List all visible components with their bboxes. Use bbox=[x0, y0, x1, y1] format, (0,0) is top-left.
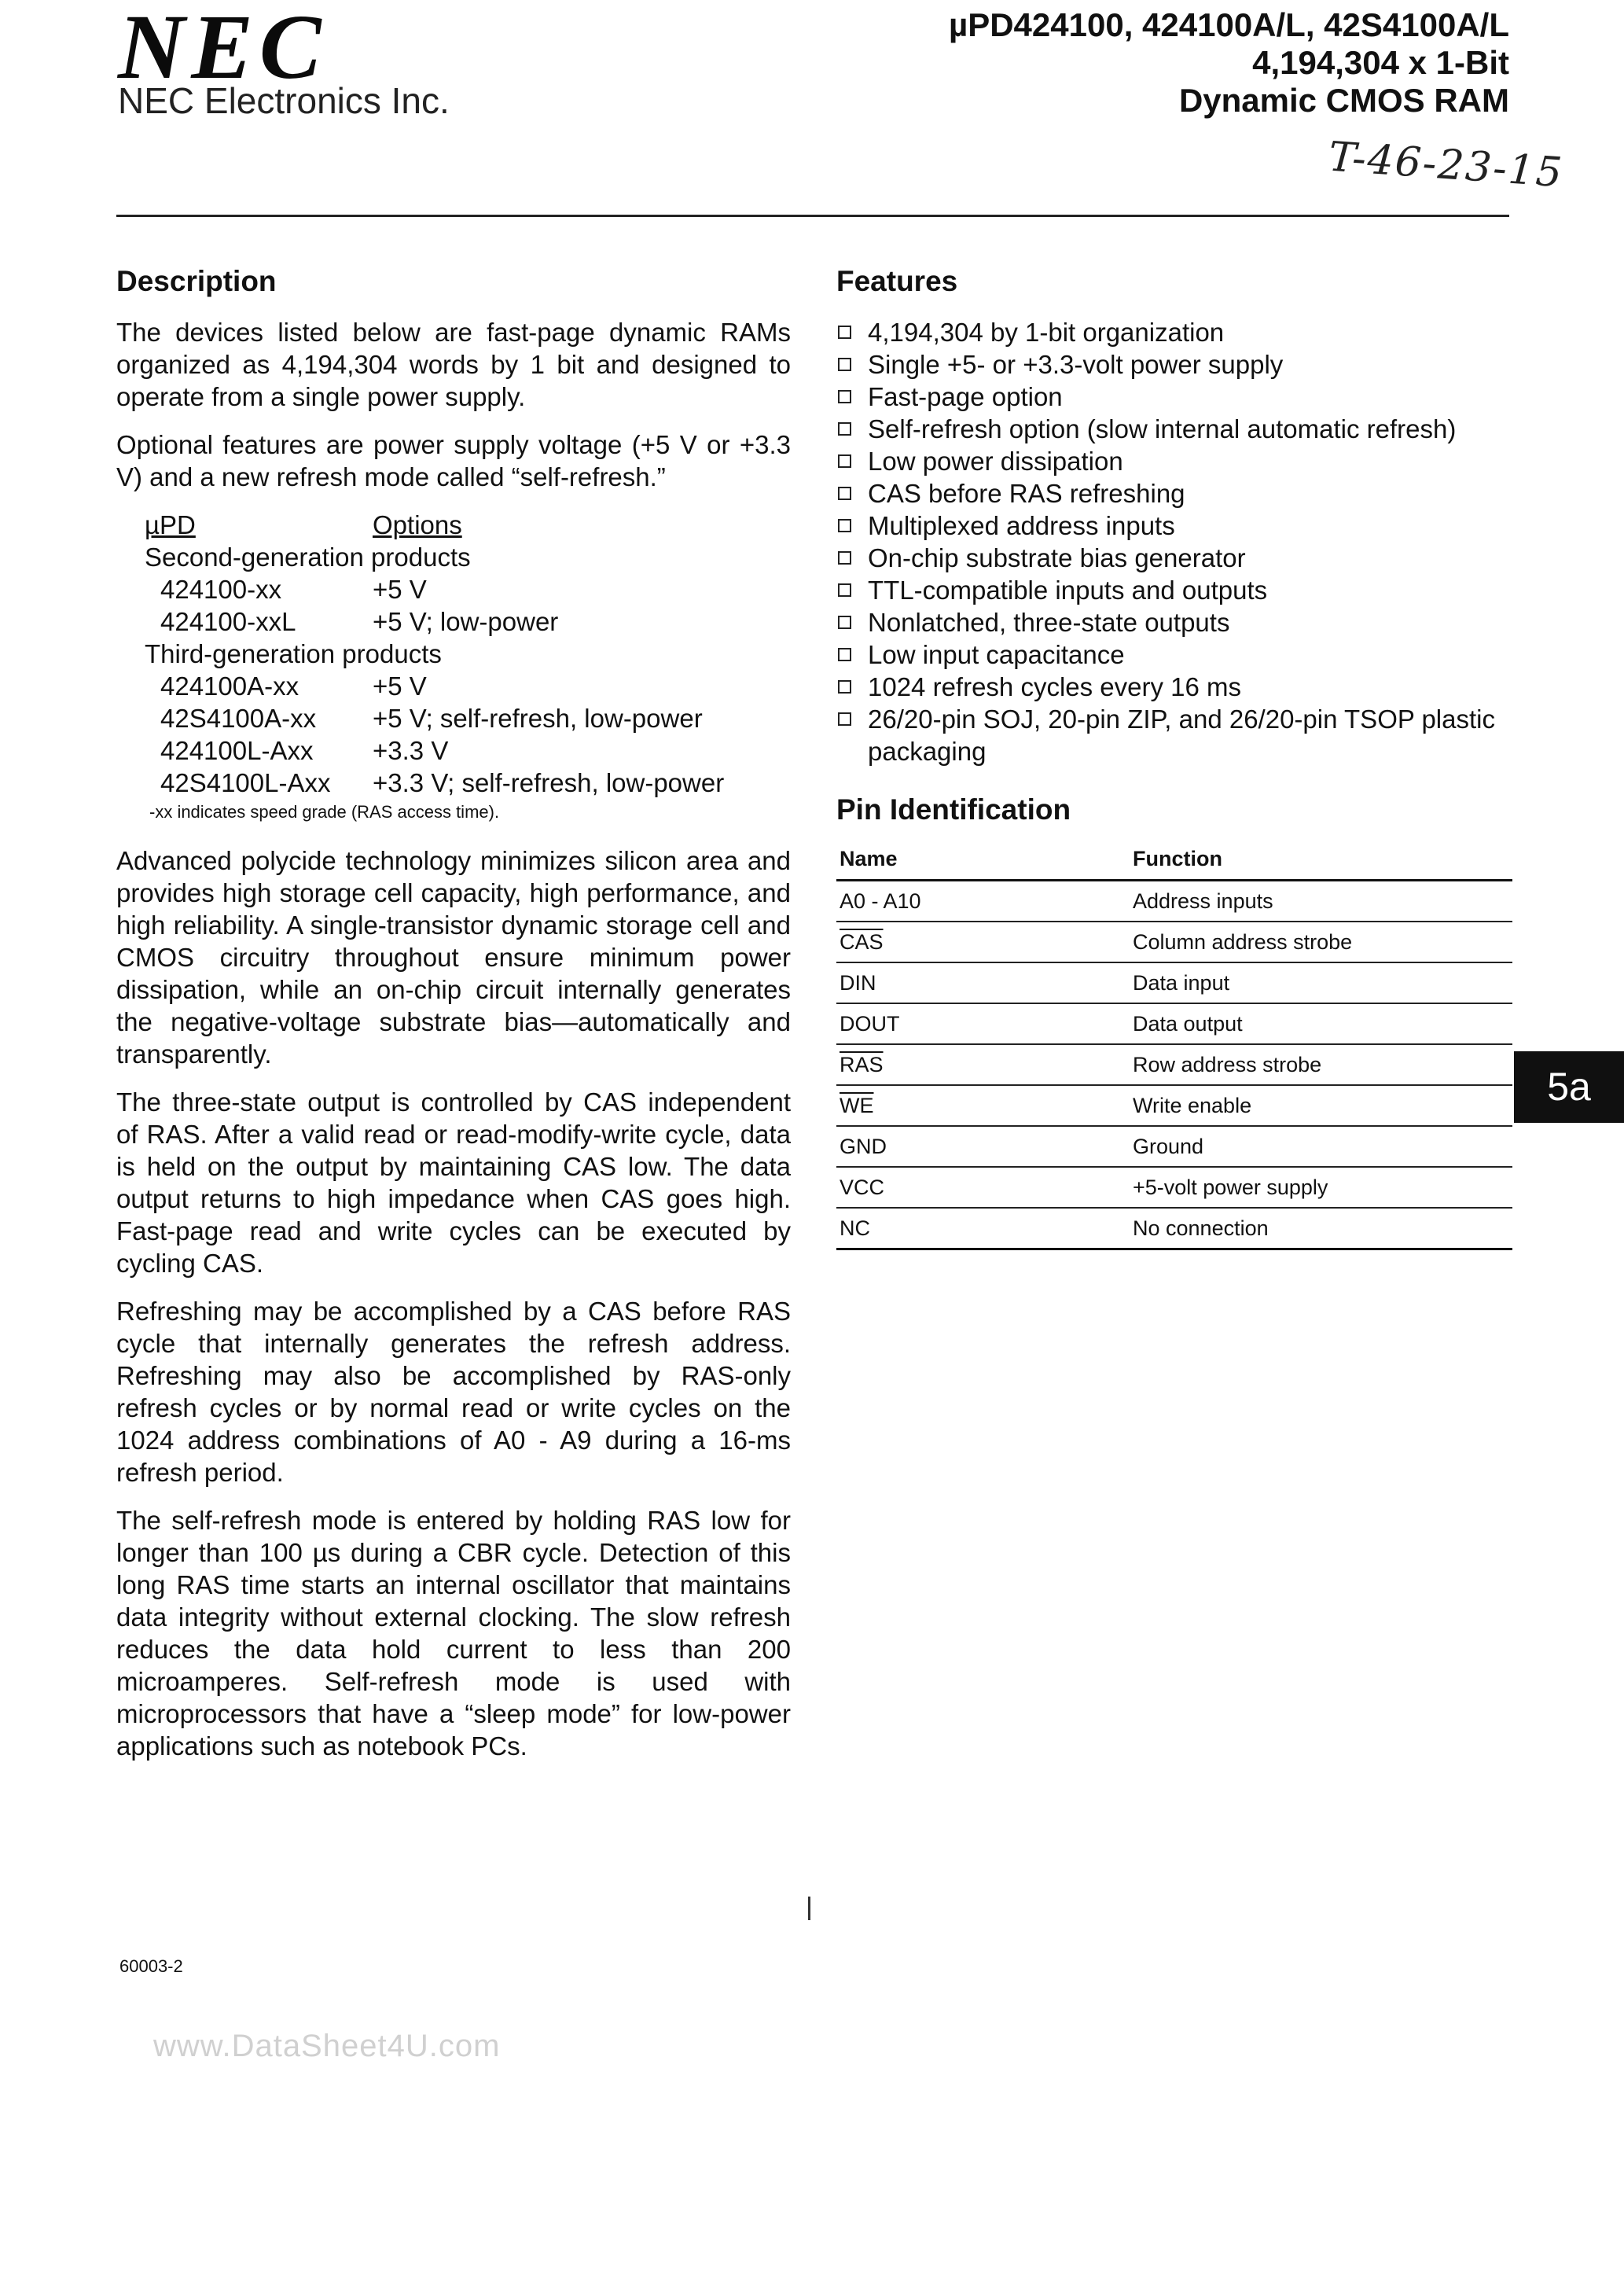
pin-name: DIN bbox=[836, 962, 1130, 1003]
option-part: 424100-xxL bbox=[160, 607, 296, 636]
part-numbers: µPD424100, 424100A/L, 42S4100A/L bbox=[949, 6, 1509, 43]
description-paragraph: Advanced polycide technology minimizes silicon area and provides high storage cell capacity, high performance, and high reliability. A single-transistor dynamic storage cell and CMOS circuitry throughout ensure minimum power dissipation, while an on-chip circuit internally generates the negative-voltage substrate bias—automatically and transparently. bbox=[116, 846, 791, 1069]
checkbox-bullet-icon bbox=[838, 680, 851, 694]
table-row bbox=[836, 962, 1512, 1003]
pin-col-name: Name bbox=[836, 841, 1130, 881]
feature-item bbox=[836, 316, 1512, 348]
option-value: +3.3 V bbox=[373, 736, 449, 765]
page-mark bbox=[808, 1897, 810, 1920]
section-tab: 5a bbox=[1514, 1051, 1624, 1123]
pin-function: Address inputs bbox=[1130, 881, 1512, 922]
nec-logo: NEC bbox=[118, 0, 328, 98]
checkbox-bullet-icon bbox=[838, 487, 851, 500]
option-value: +5 V bbox=[373, 672, 427, 701]
pin-name: $\overline{WE}$ bbox=[836, 1085, 1130, 1126]
feature-item bbox=[836, 703, 1512, 767]
checkbox-bullet-icon bbox=[838, 358, 851, 371]
title-block bbox=[949, 6, 1509, 120]
feature-text: TTL-compatible inputs and outputs bbox=[868, 576, 1268, 605]
checkbox-bullet-icon bbox=[838, 583, 851, 597]
features-heading: Features bbox=[836, 265, 958, 297]
feature-item bbox=[836, 638, 1512, 671]
option-part: 424100L-Axx bbox=[160, 736, 314, 765]
options-col-part: µPD bbox=[145, 510, 196, 539]
description-paragraph: The three-state output is controlled by CAS independent of RAS. After a valid read or read-modify-write cycle, data is held on the output by maintaining CAS low. The data output returns to high impedance when CAS goes high. Fast-page read and write cycles can be executed by cycling CAS. bbox=[116, 1087, 791, 1278]
feature-text: On-chip substrate bias generator bbox=[868, 543, 1246, 572]
description-paragraph: Refreshing may be accomplished by a CAS before RAS cycle that internally generates the refresh address. Refreshing may also be accomplished by RAS-only refresh cycles or by normal read or write cycles on the 1024 address combinations of A0 - A9 during a 16-ms refresh period. bbox=[116, 1297, 791, 1487]
option-part: 42S4100A-xx bbox=[160, 704, 317, 733]
checkbox-bullet-icon bbox=[838, 519, 851, 532]
pin-function: Write enable bbox=[1130, 1085, 1512, 1126]
table-row bbox=[836, 881, 1512, 922]
feature-text: 1024 refresh cycles every 16 ms bbox=[868, 672, 1242, 701]
feature-text: Fast-page option bbox=[868, 382, 1063, 411]
checkbox-bullet-icon bbox=[838, 712, 851, 726]
feature-text: 4,194,304 by 1-bit organization bbox=[868, 318, 1225, 347]
options-row bbox=[145, 702, 791, 734]
option-part: 42S4100L-Axx bbox=[160, 768, 331, 797]
watermark: www.DataSheet4U.com bbox=[153, 2029, 501, 2063]
feature-item bbox=[836, 381, 1512, 413]
pin-function: Data output bbox=[1130, 1003, 1512, 1044]
checkbox-bullet-icon bbox=[838, 326, 851, 339]
feature-text: Single +5- or +3.3-volt power supply bbox=[868, 350, 1284, 379]
table-row bbox=[836, 1167, 1512, 1208]
option-part: 424100-xx bbox=[160, 575, 282, 604]
pin-name: VCC bbox=[836, 1167, 1130, 1208]
feature-item bbox=[836, 606, 1512, 638]
options-row bbox=[145, 605, 791, 638]
document-number: 60003-2 bbox=[119, 1956, 183, 1976]
checkbox-bullet-icon bbox=[838, 390, 851, 403]
table-row bbox=[836, 1208, 1512, 1249]
options-header bbox=[145, 509, 791, 541]
feature-item bbox=[836, 477, 1512, 510]
device-type-title: Dynamic CMOS RAM bbox=[1178, 82, 1509, 119]
options-row bbox=[145, 573, 791, 605]
options-col-options: Options bbox=[373, 510, 462, 539]
checkbox-bullet-icon bbox=[838, 551, 851, 565]
checkbox-bullet-icon bbox=[838, 454, 851, 468]
pin-name: $\overline{CAS}$ bbox=[836, 922, 1130, 962]
options-table bbox=[145, 509, 791, 826]
pin-function: Column address strobe bbox=[1130, 922, 1512, 962]
options-row bbox=[145, 767, 791, 799]
organization-title: 4,194,304 x 1-Bit bbox=[1252, 44, 1509, 81]
feature-text: Self-refresh option (slow internal automatic refresh) bbox=[868, 414, 1457, 443]
option-value: +3.3 V; self-refresh, low-power bbox=[373, 768, 725, 797]
pin-name: DOUT bbox=[836, 1003, 1130, 1044]
pin-name: $\overline{RAS}$ bbox=[836, 1044, 1130, 1085]
description-paragraph: Optional features are power supply voltage (+5 V or +3.3 V) and a new refresh mode called “self-refresh.” bbox=[116, 430, 791, 491]
feature-item bbox=[836, 542, 1512, 574]
pin-name: A0 - A10 bbox=[836, 881, 1130, 922]
pin-function: Data input bbox=[1130, 962, 1512, 1003]
checkbox-bullet-icon bbox=[838, 616, 851, 629]
table-row bbox=[836, 922, 1512, 962]
pin-function: Ground bbox=[1130, 1126, 1512, 1167]
feature-text: Low input capacitance bbox=[868, 640, 1125, 669]
feature-item bbox=[836, 445, 1512, 477]
pin-function: No connection bbox=[1130, 1208, 1512, 1249]
features-section bbox=[836, 264, 1512, 1250]
table-row bbox=[836, 1003, 1512, 1044]
feature-item bbox=[836, 348, 1512, 381]
pin-function: +5-volt power supply bbox=[1130, 1167, 1512, 1208]
description-paragraph: The self-refresh mode is entered by holding RAS low for longer than 100 µs during a CBR cycle. Detection of this long RAS time starts an internal oscillator that maintains data integrity without external clocking. The slow refresh reduces the data hold current to less than 200 microamperes. Self-refresh mode is used with microprocessors that have a “sleep mode” for low-power applications such as notebook PCs. bbox=[116, 1506, 791, 1761]
options-group: Second-generation products bbox=[145, 543, 471, 572]
table-row bbox=[836, 1044, 1512, 1085]
pin-name: NC bbox=[836, 1208, 1130, 1249]
features-list bbox=[836, 316, 1512, 767]
description-paragraph: The devices listed below are fast-page dynamic RAMs organized as 4,194,304 words by 1 bit and designed to operate from a single power supply. bbox=[116, 318, 791, 411]
checkbox-bullet-icon bbox=[838, 648, 851, 661]
feature-text: 26/20-pin SOJ, 20-pin ZIP, and 26/20-pin TSOP plastic packaging bbox=[868, 705, 1495, 766]
pin-col-function: Function bbox=[1130, 841, 1512, 881]
option-value: +5 V; low-power bbox=[373, 607, 559, 636]
pin-identification-table bbox=[836, 841, 1512, 1250]
feature-item bbox=[836, 671, 1512, 703]
feature-item bbox=[836, 510, 1512, 542]
pin-identification-heading: Pin Identification bbox=[836, 793, 1071, 826]
feature-text: Multiplexed address inputs bbox=[868, 511, 1175, 540]
feature-text: Nonlatched, three-state outputs bbox=[868, 608, 1230, 637]
options-row bbox=[145, 670, 791, 702]
feature-text: CAS before RAS refreshing bbox=[868, 479, 1185, 508]
feature-text: Low power dissipation bbox=[868, 447, 1123, 476]
handwritten-note: T-46-23-15 bbox=[1327, 133, 1565, 197]
table-row bbox=[836, 1085, 1512, 1126]
option-part: 424100A-xx bbox=[160, 672, 299, 701]
pin-function: Row address strobe bbox=[1130, 1044, 1512, 1085]
feature-item bbox=[836, 413, 1512, 445]
description-section bbox=[116, 264, 791, 1778]
speed-grade-note: -xx indicates speed grade (RAS access time). bbox=[149, 802, 500, 822]
option-value: +5 V; self-refresh, low-power bbox=[373, 704, 703, 733]
options-row bbox=[145, 734, 791, 767]
option-value: +5 V bbox=[373, 575, 427, 604]
feature-item bbox=[836, 574, 1512, 606]
pin-table-header bbox=[836, 841, 1512, 881]
pin-name: GND bbox=[836, 1126, 1130, 1167]
table-row bbox=[836, 1126, 1512, 1167]
checkbox-bullet-icon bbox=[838, 422, 851, 436]
options-group: Third-generation products bbox=[145, 639, 442, 668]
company-name: NEC Electronics Inc. bbox=[118, 80, 450, 121]
header-divider bbox=[116, 215, 1509, 217]
description-heading: Description bbox=[116, 265, 277, 297]
